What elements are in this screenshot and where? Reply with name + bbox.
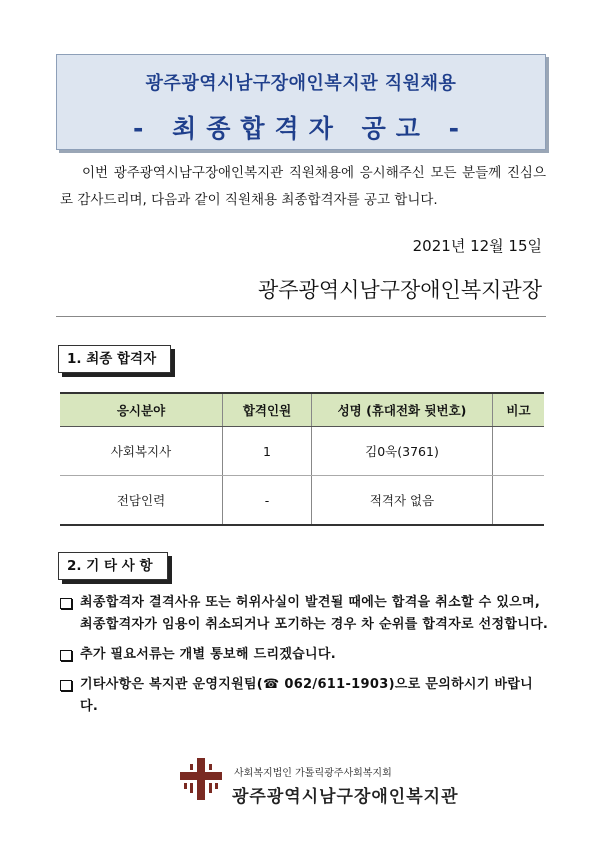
note-text: 추가 필요서류는 개별 통보해 드리겠습니다. bbox=[80, 647, 336, 662]
section-title-etc: 2. 기 타 사 항 bbox=[58, 552, 168, 580]
header-org: 광주광역시남구장애인복지관 bbox=[145, 73, 379, 94]
checkbox-bullet-icon bbox=[60, 680, 72, 691]
intro-paragraph bbox=[60, 160, 546, 214]
intro-text: 이번 광주광역시남구장애인복지관 직원채용에 응시해주신 모든 분들께 진심으로 감사드리며, 다음과 같이 직원채용 최종합격자를 공고 합니다. bbox=[60, 165, 546, 208]
cell-count: 1 bbox=[223, 427, 312, 476]
notice-date: 2021년 12월 15일 bbox=[412, 237, 542, 255]
logo-title: 광주광역시남구장애인복지관 bbox=[232, 787, 459, 807]
notes-list bbox=[60, 592, 550, 726]
col-count: 합격인원 bbox=[223, 393, 312, 427]
cell-remark bbox=[493, 427, 545, 476]
list-item bbox=[60, 592, 550, 636]
list-item bbox=[60, 674, 550, 718]
checkbox-bullet-icon bbox=[60, 598, 72, 609]
header-subject: 직원채용 bbox=[384, 73, 457, 94]
organization-logo bbox=[178, 752, 468, 822]
divider bbox=[56, 316, 546, 317]
table-row bbox=[60, 476, 544, 526]
note-text: 기타사항은 복지관 운영지원팀(☎ 062/611-1903)으로 문의하시기 바랍니다. bbox=[80, 677, 534, 714]
cell-name: 김0욱(3761) bbox=[312, 427, 493, 476]
cell-count: - bbox=[223, 476, 312, 526]
header-title: - 최종합격자 공고 - bbox=[133, 114, 469, 143]
logo-subtitle: 사회복지법인 가톨릭광주사회복지회 bbox=[234, 768, 392, 779]
table-header-row bbox=[60, 393, 544, 427]
cell-field: 사회복지사 bbox=[60, 427, 223, 476]
col-remark: 비고 bbox=[493, 393, 545, 427]
section-title-results: 1. 최종 합격자 bbox=[58, 345, 171, 373]
cell-name: 적격자 없음 bbox=[312, 476, 493, 526]
cell-remark bbox=[493, 476, 545, 526]
list-item bbox=[60, 644, 550, 666]
note-text: 최종합격자 결격사유 또는 허위사실이 발견될 때에는 합격을 취소할 수 있으며, 최종합격자가 임용이 취소되거나 포기하는 경우 차 순위를 합격자로 선정합니다. bbox=[80, 595, 549, 632]
header-org-line bbox=[57, 69, 545, 95]
cell-field: 전담인력 bbox=[60, 476, 223, 526]
results-table bbox=[60, 392, 544, 526]
table-row bbox=[60, 427, 544, 476]
checkbox-bullet-icon bbox=[60, 650, 72, 661]
col-field: 응시분야 bbox=[60, 393, 223, 427]
cross-logo-icon bbox=[178, 756, 224, 802]
notice-header bbox=[56, 54, 546, 150]
notice-signer: 광주광역시남구장애인복지관장 bbox=[257, 278, 542, 302]
col-name: 성명 (휴대전화 뒷번호) bbox=[312, 393, 493, 427]
